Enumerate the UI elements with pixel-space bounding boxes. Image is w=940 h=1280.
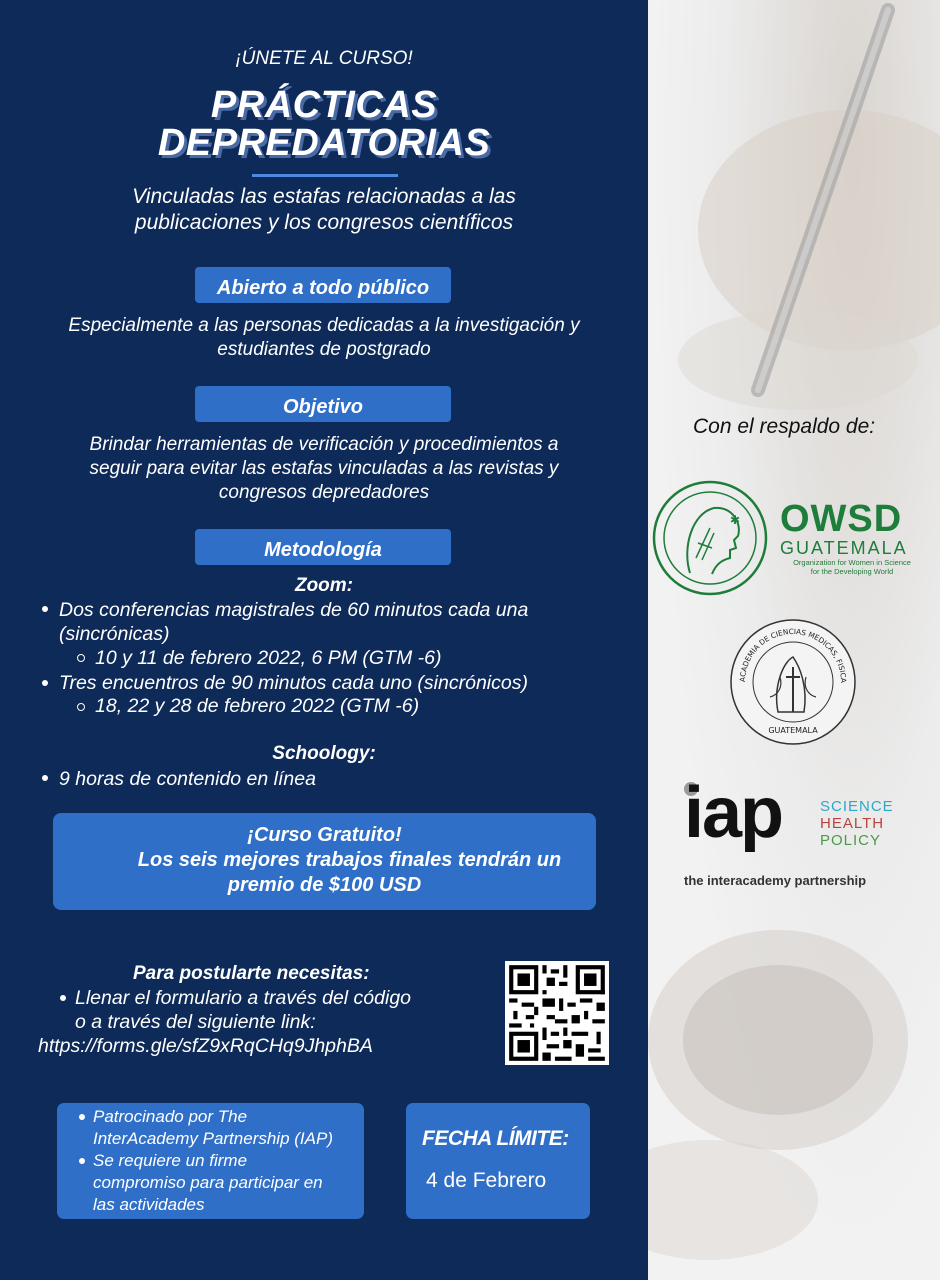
subtitle-line-2: publicaciones y los congresos científicos: [134, 211, 514, 234]
qr-code[interactable]: [505, 961, 609, 1065]
audience-heading: Abierto a todo público: [195, 267, 451, 303]
bullet: [79, 1114, 85, 1120]
page-title: [0, 86, 648, 162]
note-2-line-3: las actividades: [93, 1195, 205, 1214]
objective-line-1: Brindar herramientas de verificación y procedimientos a: [89, 434, 559, 455]
kicker: ¡ÚNETE AL CURSO!: [235, 48, 413, 69]
sub-bullet: [77, 654, 85, 662]
audience-line-1: Especialmente a las personas dedicadas a la investigación y: [68, 315, 580, 336]
deadline-label: FECHA LÍMITE:: [422, 1127, 569, 1150]
academy-seal: [728, 617, 858, 747]
owsd-tagline-1: Organization for Women in Science: [793, 558, 911, 567]
title-line-2: DEPREDATORIAS: [157, 122, 491, 164]
iap-pillars: [820, 798, 894, 849]
banner-line-3: premio de $100 USD: [227, 874, 422, 896]
apply-heading: Para postularte necesitas:: [133, 963, 370, 984]
subtitle: [0, 184, 648, 236]
audience-text: [0, 314, 648, 362]
audience-line-2: estudiantes de postgrado: [217, 339, 431, 360]
bullet: [42, 680, 48, 686]
iap-name: iap: [684, 773, 783, 853]
title-line-1: PRÁCTICAS: [210, 84, 438, 126]
note-1-line-2: InterAcademy Partnership (IAP): [93, 1129, 333, 1148]
bullet: [79, 1158, 85, 1164]
owsd-emblem-icon: [652, 478, 772, 598]
banner-line-1: ¡Curso Gratuito!: [247, 824, 402, 846]
zoom-label: Zoom:: [294, 575, 354, 596]
svg-text:✱: ✱: [730, 513, 741, 527]
sub-bullet: [77, 703, 85, 711]
academy-ring-text: ACADEMIA DE CIENCIAS MEDICAS, FISICA: [737, 626, 849, 684]
iap-logo: [684, 773, 914, 890]
notes-box: [57, 1103, 364, 1219]
bullet: [42, 775, 48, 781]
schoology-item: 9 horas de contenido en línea: [59, 768, 316, 790]
zoom-item-2-date: 18, 22 y 28 de febrero 2022 (GTM -6): [95, 695, 420, 717]
bullet: [60, 995, 66, 1001]
academy-seal-icon: [728, 617, 858, 747]
apply-line-2: o a través del siguiente link:: [75, 1011, 316, 1033]
methodology-heading: Metodología: [195, 529, 451, 565]
qr-code-graphic: [505, 961, 609, 1065]
objective-heading: Objetivo: [195, 386, 451, 422]
owsd-name: OWSD: [780, 498, 903, 540]
iap-health: HEALTH: [820, 815, 885, 832]
iap-science: SCIENCE: [820, 798, 894, 815]
objective-line-2: seguir para evitar las estafas vinculadas a las revistas y: [89, 458, 559, 479]
objective-line-3: congresos depredadores: [218, 482, 430, 503]
note-2-line-2: compromiso para participar en: [93, 1173, 323, 1192]
free-course-banner: [53, 813, 596, 910]
schoology-label: Schoology:: [272, 743, 376, 764]
objective-text: [0, 433, 648, 505]
note-2-line-1: Se requiere un firme: [93, 1151, 248, 1170]
zoom-item-1-date: 10 y 11 de febrero 2022, 6 PM (GTM -6): [95, 647, 442, 669]
deadline-box: [406, 1103, 590, 1219]
academy-bottom-text: GUATEMALA: [768, 726, 818, 735]
owsd-tagline: [782, 558, 922, 576]
apply-line-1: Llenar el formulario a través del código: [75, 987, 412, 1009]
title-underline: [252, 174, 398, 177]
zoom-item-1-line-1: Dos conferencias magistrales de 60 minutos cada una: [59, 599, 529, 621]
note-2: [93, 1150, 323, 1216]
owsd-country: GUATEMALA: [780, 538, 908, 558]
bullet: [42, 606, 48, 612]
note-1: [93, 1106, 333, 1150]
zoom-item-2: Tres encuentros de 90 minutos cada uno (sincrónicos): [59, 672, 528, 694]
subtitle-line-1: Vinculadas las estafas relacionadas a las: [132, 185, 516, 208]
backing-label: Con el respaldo de:: [693, 415, 876, 438]
banner-line-2: Los seis mejores trabajos finales tendrán un: [137, 849, 562, 871]
owsd-logo: [652, 478, 922, 598]
iap-policy: POLICY: [820, 832, 882, 849]
zoom-item-1: [59, 598, 528, 646]
owsd-tagline-2: for the Developing World: [810, 567, 894, 576]
note-1-line-1: Patrocinado por The: [93, 1107, 248, 1126]
zoom-item-1-line-2: (sincrónicas): [59, 623, 170, 645]
deadline-date: 4 de Febrero: [426, 1169, 547, 1192]
iap-tagline: the interacademy partnership: [684, 873, 867, 888]
form-link[interactable]: https://forms.gle/sfZ9xRqCHq9JhphBA: [38, 1035, 373, 1057]
